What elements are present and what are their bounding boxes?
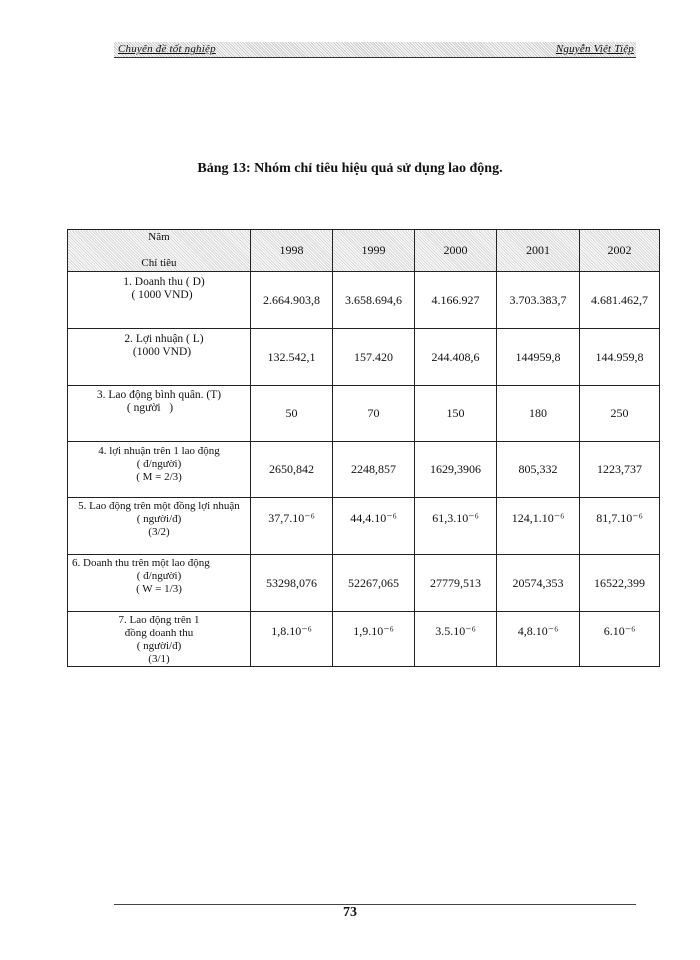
table-cell: 4,8.10⁻⁶ [497, 612, 580, 667]
table-cell: 244.408,6 [415, 329, 497, 386]
table-header-row [68, 230, 660, 272]
table-row [68, 498, 660, 555]
table-cell: 3.658.694,6 [333, 272, 415, 329]
table-cell: 805,332 [497, 442, 580, 498]
row-label-line: ( 1000 VND) [131, 289, 193, 301]
table-cell: 16522,399 [580, 555, 660, 612]
year-header: 2001 [497, 230, 580, 272]
table-cell: 124,1.10⁻⁶ [497, 498, 580, 555]
table-cell: 1,8.10⁻⁶ [251, 612, 333, 667]
page-header [114, 42, 636, 57]
row-label-line: ( đ/người) [136, 570, 182, 582]
table-cell: 2.664.903,8 [251, 272, 333, 329]
table-row [68, 555, 660, 612]
row-label-line: ( người ) [126, 402, 174, 414]
row-label-line: ( W = 1/3) [136, 583, 182, 595]
table-cell: 44,4.10⁻⁶ [333, 498, 415, 555]
table-cell: 37,7.10⁻⁶ [251, 498, 333, 555]
table-cell: 250 [580, 386, 660, 442]
corner-top-label: Năm [148, 231, 170, 243]
row-label-cell [68, 272, 251, 329]
row-label-line: ( M = 2/3) [136, 471, 182, 483]
corner-bottom-label: Chỉ tiêu [141, 257, 177, 269]
table-cell: 150 [415, 386, 497, 442]
table-cell: 50 [251, 386, 333, 442]
header-left-text: Chuyên đề tốt nghiệp [118, 43, 216, 55]
table-cell: 4.166.927 [415, 272, 497, 329]
table-cell: 132.542,1 [251, 329, 333, 386]
header-rule [114, 57, 636, 58]
table-cell: 6.10⁻⁶ [580, 612, 660, 667]
table-cell: 70 [333, 386, 415, 442]
table-cell: 52267,065 [333, 555, 415, 612]
year-header: 1998 [251, 230, 333, 272]
table-cell: 1,9.10⁻⁶ [333, 612, 415, 667]
row-label-line: 6. Doanh thu trên một lao động [72, 557, 210, 569]
year-header: 1999 [333, 230, 415, 272]
indicator-table [67, 229, 660, 667]
row-label-line: 5. Lao động trên một đồng lợi nhuận [78, 500, 240, 512]
table-cell: 20574,353 [497, 555, 580, 612]
table-cell: 2650,842 [251, 442, 333, 498]
row-label-line: 2. Lợi nhuận ( L) [124, 333, 204, 345]
table-cell: 4.681.462,7 [580, 272, 660, 329]
row-label-cell [68, 612, 251, 667]
table-row [68, 442, 660, 498]
year-header: 2002 [580, 230, 660, 272]
table-row [68, 612, 660, 667]
row-label-line: 3. Lao động bình quân. (T) [96, 389, 222, 401]
page-number: 73 [343, 905, 357, 920]
table-cell: 180 [497, 386, 580, 442]
row-label-line: (3/1) [148, 653, 170, 665]
year-header: 2000 [415, 230, 497, 272]
table-cell: 61,3.10⁻⁶ [415, 498, 497, 555]
row-label-line: 7. Lao động trên 1 đồng doanh thu [118, 614, 200, 639]
table-cell: 3.5.10⁻⁶ [415, 612, 497, 667]
row-label-line: ( người/đ) [136, 640, 182, 652]
row-label-line: ( người/đ) [136, 513, 182, 525]
table-cell: 157.420 [333, 329, 415, 386]
table-row [68, 386, 660, 442]
row-label-line: 4. lợi nhuận trên 1 lao động [98, 445, 220, 457]
table-title: Bảng 13: Nhóm chỉ tiêu hiệu quả sử dụng lao động. [197, 161, 503, 176]
corner-cell [68, 230, 251, 272]
row-label-line: 1. Doanh thu ( D) [123, 276, 205, 288]
row-label-line: (3/2) [148, 526, 170, 538]
table-cell: 2248,857 [333, 442, 415, 498]
table-cell: 53298,076 [251, 555, 333, 612]
row-label-line: (1000 VND) [132, 346, 192, 358]
table-cell: 3.703.383,7 [497, 272, 580, 329]
row-label-line: ( đ/người) [136, 458, 182, 470]
table-cell: 27779,513 [415, 555, 497, 612]
row-label-cell [68, 498, 251, 555]
table-cell: 144959,8 [497, 329, 580, 386]
row-label-cell [68, 386, 251, 442]
table-row [68, 329, 660, 386]
table-row [68, 272, 660, 329]
header-right-text: Nguyễn Việt Tiệp [555, 43, 634, 55]
row-label-cell [68, 442, 251, 498]
table-cell: 81,7.10⁻⁶ [580, 498, 660, 555]
row-label-cell [68, 329, 251, 386]
table-cell: 144.959,8 [580, 329, 660, 386]
table-cell: 1223,737 [580, 442, 660, 498]
table-cell: 1629,3906 [415, 442, 497, 498]
row-label-cell [68, 555, 251, 612]
